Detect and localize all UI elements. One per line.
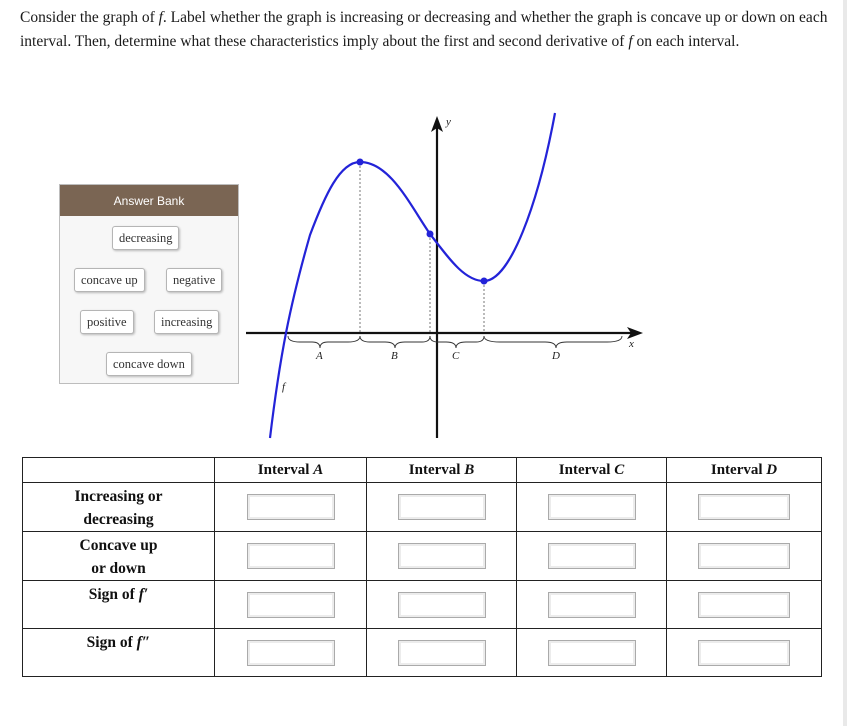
function-graph [240, 105, 650, 445]
drop-target-inc-d[interactable] [698, 494, 790, 520]
question-text: Consider the graph of f. Label whether the graph is increasing or decreasing and whether the graph is concave up or down on each interval. Then, determine what these characteristics imply about the first and second derivative of f on each interval. [20, 9, 828, 50]
header-interval-c: Interval C [517, 458, 667, 483]
table-row [23, 581, 822, 629]
drop-target-concave-a[interactable] [247, 543, 335, 569]
header-interval-b: Interval B [367, 458, 517, 483]
table-row [23, 629, 822, 677]
interval-label-d: D [552, 350, 560, 362]
brace-c [430, 336, 484, 348]
local-min-point [481, 278, 488, 285]
x-axis-label: x [629, 338, 634, 350]
interval-label-a: A [316, 350, 323, 362]
drop-target-concave-d[interactable] [698, 543, 790, 569]
inflection-point [427, 231, 434, 238]
chip-negative[interactable]: negative [166, 268, 222, 292]
answer-bank [59, 184, 239, 384]
drop-target-fprime-a[interactable] [247, 592, 335, 618]
drop-target-fdouble-c[interactable] [548, 640, 636, 666]
interval-label-c: C [452, 350, 460, 362]
header-empty [23, 458, 215, 483]
answer-table [22, 457, 822, 677]
table-header-row [23, 458, 822, 483]
chip-concave-down[interactable]: concave down [106, 352, 192, 376]
drop-target-fdouble-d[interactable] [698, 640, 790, 666]
brace-a [288, 336, 360, 348]
interval-label-b: B [391, 350, 398, 362]
chip-positive[interactable]: positive [80, 310, 134, 334]
function-curve [270, 113, 555, 438]
local-max-point [357, 159, 364, 166]
answer-bank-title: Answer Bank [60, 185, 238, 216]
drop-target-inc-b[interactable] [398, 494, 486, 520]
row-label-concave: Concave up or down [23, 532, 215, 581]
scrollbar-track[interactable] [843, 0, 847, 726]
drop-target-concave-c[interactable] [548, 543, 636, 569]
header-interval-a: Interval A [215, 458, 367, 483]
brace-d [484, 336, 622, 348]
drop-target-fprime-d[interactable] [698, 592, 790, 618]
y-axis-label: y [446, 116, 451, 128]
drop-target-concave-b[interactable] [398, 543, 486, 569]
row-label-increasing: Increasing or decreasing [23, 483, 215, 532]
drop-target-inc-c[interactable] [548, 494, 636, 520]
drop-target-fdouble-b[interactable] [398, 640, 486, 666]
header-interval-d: Interval D [667, 458, 822, 483]
chip-concave-up[interactable]: concave up [74, 268, 145, 292]
table-row [23, 532, 822, 581]
drop-target-fdouble-a[interactable] [247, 640, 335, 666]
brace-b [360, 336, 430, 348]
drop-target-fprime-c[interactable] [548, 592, 636, 618]
chip-increasing[interactable]: increasing [154, 310, 219, 334]
row-label-fprime: Sign of f′ [23, 581, 215, 629]
chip-decreasing[interactable]: decreasing [112, 226, 179, 250]
drop-target-fprime-b[interactable] [398, 592, 486, 618]
drop-target-inc-a[interactable] [247, 494, 335, 520]
row-label-fdouble: Sign of f″ [23, 629, 215, 677]
table-row [23, 483, 822, 532]
function-label: f [282, 381, 286, 393]
